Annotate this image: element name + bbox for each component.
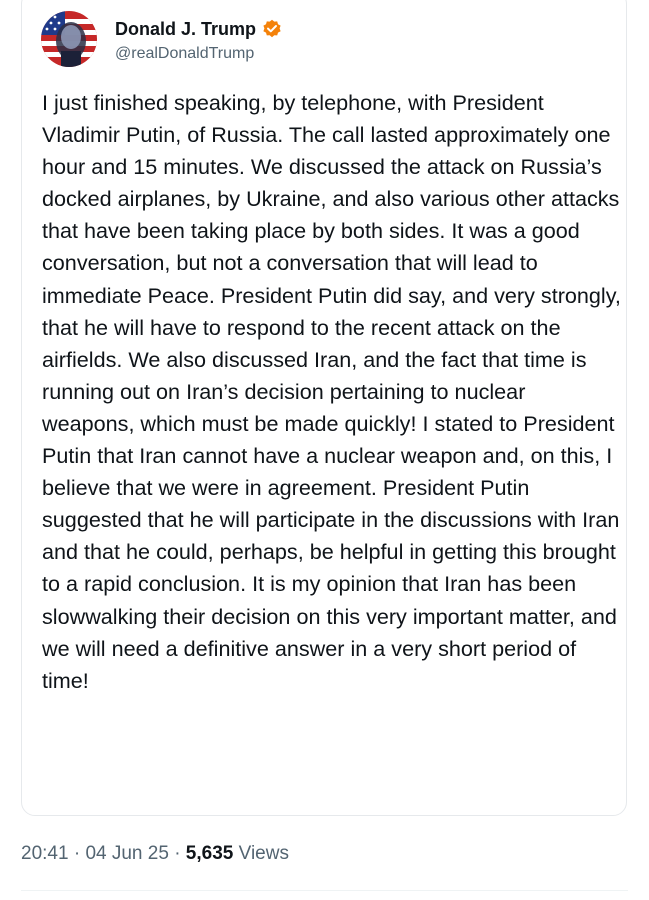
avatar[interactable] (41, 11, 97, 67)
avatar-image (41, 11, 97, 67)
verified-badge-icon (262, 19, 282, 39)
post-text: I just finished speaking, by telephone, with President Vladimir Putin, of Russia. The call lasted approximately one hour and 15 minutes. We discussed the attack on Russia’s docked airplanes, by Ukraine, and also various other attacks that have been taking place by both sides. It was a good conversation, but not a conversation that will lead to immediate Peace. President Putin did say, and very strongly, that he will have to respond to the recent attack on the airfields. We also discussed Iran, and the fact that time is running out on Iran’s decision pertaining to nuclear weapons, which must be made quickly! I stated to President Putin that Iran cannot have a nuclear weapon and, on this, I believe that we were in agreement. President Putin suggested that he will participate in the discussions with Iran and that he could, perhaps, be helpful in getting this brought to a rapid conclusion. It is my opinion that Iran has been slowwalking their decision on this very important matter, and we will need a definitive answer in a very short period of time! (42, 90, 621, 693)
post-meta (21, 843, 289, 865)
display-name[interactable]: Donald J. Trump (115, 18, 257, 39)
views-label: Views (238, 843, 289, 864)
meta-separator: · (73, 843, 81, 864)
post-date[interactable]: 04 Jun 25 (85, 843, 169, 864)
meta-separator: · (174, 843, 181, 864)
author-row (115, 16, 282, 42)
divider (21, 890, 628, 891)
views-count: 5,635 (185, 843, 234, 864)
author-handle[interactable]: @realDonaldTrump (115, 45, 255, 62)
post-time[interactable]: 20:41 (21, 843, 69, 864)
